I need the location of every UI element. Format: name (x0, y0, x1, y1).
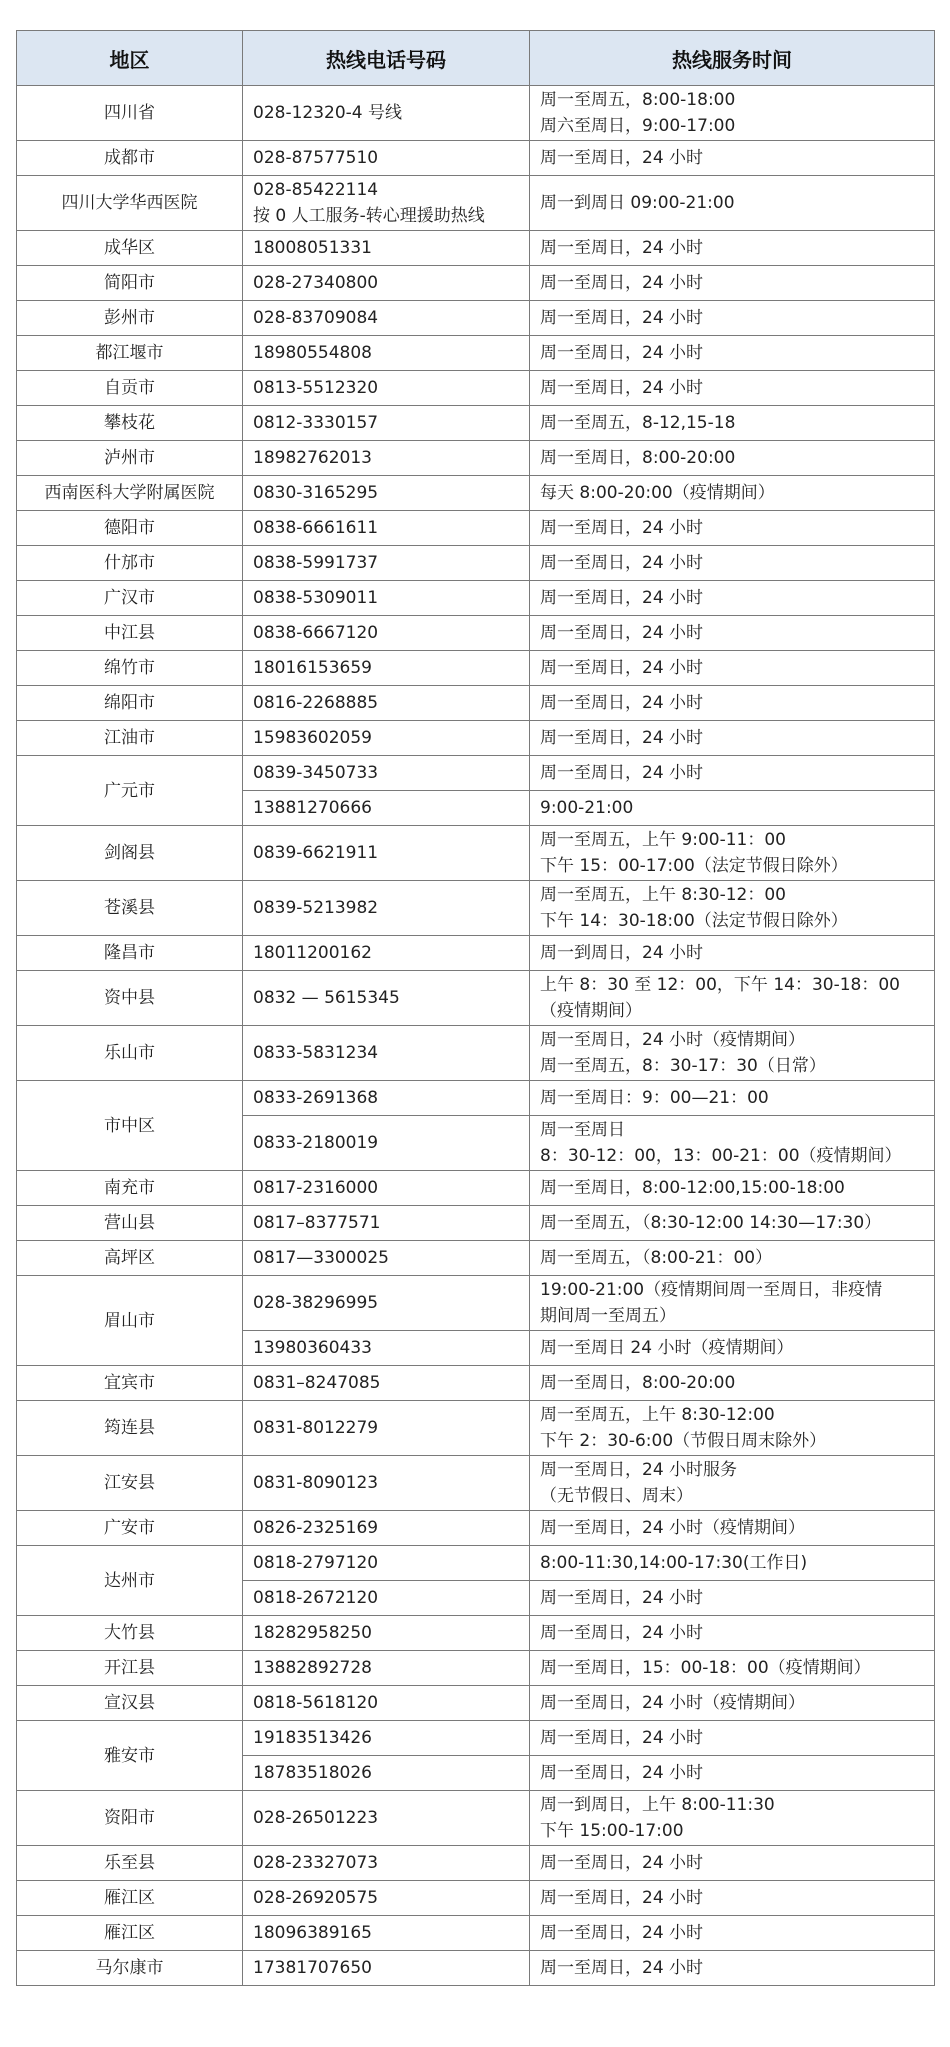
hours-cell (530, 686, 935, 721)
region-cell: 达州市 (17, 1546, 243, 1616)
service-hours-text: 周一至周日，24 小时（疫情期间） (540, 1030, 806, 1050)
hours-cell (530, 1651, 935, 1686)
hours-cell (530, 1171, 935, 1206)
hours-cell (530, 756, 935, 791)
service-hours-text: 周一至周五，8：30-17：30（日常） (540, 1056, 826, 1076)
hours-cell (530, 1116, 935, 1171)
phone-cell (243, 791, 530, 826)
phone-number: 0816-2268885 (253, 693, 379, 713)
phone-number: 028-26920575 (253, 1888, 379, 1908)
phone-cell (243, 936, 530, 971)
region-cell: 四川大学华西医院 (17, 176, 243, 231)
service-hours-text: 周一至周日，24 小时 (540, 1958, 704, 1978)
phone-number: 18282958250 (253, 1623, 372, 1643)
hours-cell (530, 1546, 935, 1581)
phone-number: 18096389165 (253, 1923, 372, 1943)
table-row (17, 1546, 935, 1581)
hours-cell (530, 616, 935, 651)
phone-number: 13881270666 (253, 798, 372, 818)
hours-cell (530, 1916, 935, 1951)
phone-number: 18982762013 (253, 448, 372, 468)
service-hours-text: 下午 15:00-17:00 (540, 1821, 684, 1841)
region-cell: 彭州市 (17, 301, 243, 336)
region-cell: 宣汉县 (17, 1686, 243, 1721)
phone-cell (243, 1581, 530, 1616)
service-hours-text: 9:00-21:00 (540, 798, 634, 818)
hours-cell (530, 881, 935, 936)
header-region: 地区 (17, 31, 243, 86)
phone-number: 0830-3165295 (253, 483, 379, 503)
service-hours-text: 周一至周日，24 小时 (540, 308, 704, 328)
service-hours-text: 周一至周五，上午 8:30-12:00 (540, 1405, 775, 1425)
table-row (17, 176, 935, 231)
region-cell: 都江堰市 (17, 336, 243, 371)
region-cell: 苍溪县 (17, 881, 243, 936)
service-hours-text: 周一至周日：9：00—21：00 (540, 1088, 769, 1108)
phone-cell (243, 301, 530, 336)
region-cell: 自贡市 (17, 371, 243, 406)
phone-cell (243, 511, 530, 546)
service-hours-text: 周一至周日 24 小时（疫情期间） (540, 1338, 794, 1358)
region-cell: 高坪区 (17, 1241, 243, 1276)
hours-cell (530, 1616, 935, 1651)
phone-cell (243, 1171, 530, 1206)
region-cell: 四川省 (17, 86, 243, 141)
service-hours-text: 周六至周日，9:00-17:00 (540, 116, 736, 136)
hours-cell (530, 141, 935, 176)
phone-number: 0812-3330157 (253, 413, 379, 433)
service-hours-text: 周一至周日，24 小时（疫情期间） (540, 1518, 806, 1538)
service-hours-text: 周一至周五，8-12,15-18 (540, 413, 736, 433)
phone-cell (243, 86, 530, 141)
region-cell: 泸州市 (17, 441, 243, 476)
phone-cell (243, 1756, 530, 1791)
region-cell: 雁江区 (17, 1916, 243, 1951)
table-row (17, 1171, 935, 1206)
table-row (17, 371, 935, 406)
service-hours-text: 每天 8:00-20:00（疫情期间） (540, 483, 775, 503)
service-hours-text: 周一至周日，8:00-20:00 (540, 448, 736, 468)
region-cell: 马尔康市 (17, 1951, 243, 1986)
table-row (17, 1026, 935, 1081)
region-cell: 攀枝花 (17, 406, 243, 441)
service-hours-text: 周一至周日，24 小时 (540, 658, 704, 678)
region-cell: 西南医科大学附属医院 (17, 476, 243, 511)
hours-cell (530, 511, 935, 546)
table-row (17, 1276, 935, 1331)
hours-cell (530, 1951, 935, 1986)
phone-number: 18783518026 (253, 1763, 372, 1783)
table-row (17, 231, 935, 266)
hours-cell (530, 581, 935, 616)
hours-cell (530, 546, 935, 581)
table-row (17, 1846, 935, 1881)
phone-number: 按 0 人工服务-转心理援助热线 (253, 206, 485, 226)
phone-cell (243, 1721, 530, 1756)
service-hours-text: 周一至周五，（8:00-21：00） (540, 1248, 773, 1268)
phone-cell (243, 616, 530, 651)
table-row (17, 1721, 935, 1756)
phone-number: 0831-8090123 (253, 1473, 379, 1493)
phone-number: 0817-2316000 (253, 1178, 379, 1198)
region-cell: 简阳市 (17, 266, 243, 301)
phone-number: 0813-5512320 (253, 378, 379, 398)
region-cell: 绵阳市 (17, 686, 243, 721)
table-row (17, 616, 935, 651)
service-hours-text: 周一至周日，8:00-20:00 (540, 1373, 736, 1393)
service-hours-text: 周一至周日，24 小时 (540, 1623, 704, 1643)
region-cell: 雁江区 (17, 1881, 243, 1916)
table-row (17, 441, 935, 476)
table-row (17, 1616, 935, 1651)
phone-cell (243, 1881, 530, 1916)
phone-cell (243, 1331, 530, 1366)
hours-cell (530, 176, 935, 231)
table-row (17, 1916, 935, 1951)
hours-cell (530, 1511, 935, 1546)
table-row (17, 1686, 935, 1721)
hours-cell (530, 1881, 935, 1916)
phone-cell (243, 971, 530, 1026)
phone-number: 0838-5991737 (253, 553, 379, 573)
service-hours-text: 19:00-21:00（疫情期间周一至周日，非疫情 (540, 1280, 883, 1300)
service-hours-text: 周一至周日，24 小时 (540, 728, 704, 748)
header-hours: 热线服务时间 (530, 31, 935, 86)
region-cell: 德阳市 (17, 511, 243, 546)
hours-cell (530, 936, 935, 971)
region-cell: 什邡市 (17, 546, 243, 581)
phone-cell (243, 881, 530, 936)
phone-cell (243, 1791, 530, 1846)
region-cell: 隆昌市 (17, 936, 243, 971)
table-body (17, 86, 935, 1986)
hours-cell (530, 1276, 935, 1331)
phone-number: 0838-5309011 (253, 588, 379, 608)
phone-number: 0818-5618120 (253, 1693, 379, 1713)
phone-number: 0833-2691368 (253, 1088, 379, 1108)
table-row (17, 936, 935, 971)
service-hours-text: 周一至周日，15：00-18：00（疫情期间） (540, 1658, 871, 1678)
phone-number: 028-83709084 (253, 308, 379, 328)
phone-number: 0838-6667120 (253, 623, 379, 643)
hotline-table (16, 30, 935, 1986)
hours-cell (530, 266, 935, 301)
table-row (17, 721, 935, 756)
table-row (17, 266, 935, 301)
service-hours-text: 周一至周日，24 小时 (540, 1728, 704, 1748)
service-hours-text: 周一至周五，（8:30-12:00 14:30—17:30） (540, 1213, 882, 1233)
phone-number: 0833-5831234 (253, 1043, 379, 1063)
phone-number: 0832 — 5615345 (253, 988, 400, 1008)
phone-number: 18011200162 (253, 943, 372, 963)
hours-cell (530, 1206, 935, 1241)
phone-cell (243, 266, 530, 301)
phone-number: 0817—3300025 (253, 1248, 389, 1268)
phone-number: 0818-2672120 (253, 1588, 379, 1608)
service-hours-text: 周一至周日，24 小时 (540, 1923, 704, 1943)
service-hours-text: 周一至周日 (540, 1120, 625, 1140)
phone-number: 028-12320-4 号线 (253, 103, 403, 123)
phone-cell (243, 1651, 530, 1686)
phone-cell (243, 476, 530, 511)
table-row (17, 756, 935, 791)
phone-number: 17381707650 (253, 1958, 372, 1978)
phone-number: 13882892728 (253, 1658, 372, 1678)
service-hours-text: 上午 8：30 至 12：00，下午 14：30-18：00 (540, 975, 900, 995)
phone-cell (243, 1916, 530, 1951)
phone-cell (243, 721, 530, 756)
hours-cell (530, 1846, 935, 1881)
region-cell: 资中县 (17, 971, 243, 1026)
service-hours-text: 周一至周五，上午 9:00-11：00 (540, 830, 786, 850)
table-row (17, 141, 935, 176)
phone-number: 18016153659 (253, 658, 372, 678)
phone-number: 0839-3450733 (253, 763, 379, 783)
phone-cell (243, 441, 530, 476)
service-hours-text: 周一至周日，24 小时 (540, 343, 704, 363)
hours-cell (530, 1721, 935, 1756)
service-hours-text: 周一至周五，上午 8:30-12：00 (540, 885, 786, 905)
table-row (17, 1401, 935, 1456)
service-hours-text: 8：30-12：00，13：00-21：00（疫情期间） (540, 1146, 902, 1166)
table-row (17, 1951, 935, 1986)
table-row (17, 881, 935, 936)
hours-cell (530, 1081, 935, 1116)
phone-cell (243, 1616, 530, 1651)
service-hours-text: 周一到周日，上午 8:00-11:30 (540, 1795, 775, 1815)
phone-cell (243, 1511, 530, 1546)
phone-cell (243, 686, 530, 721)
service-hours-text: 周一至周日，24 小时 (540, 1588, 704, 1608)
region-cell: 市中区 (17, 1081, 243, 1171)
phone-number: 0838-6661611 (253, 518, 379, 538)
table-row (17, 1791, 935, 1846)
table-row (17, 476, 935, 511)
hours-cell (530, 441, 935, 476)
service-hours-text: 周一至周日，24 小时 (540, 273, 704, 293)
service-hours-text: 周一至周日，24 小时（疫情期间） (540, 1693, 806, 1713)
hours-cell (530, 1331, 935, 1366)
table-row (17, 546, 935, 581)
phone-number: 0826-2325169 (253, 1518, 379, 1538)
phone-cell (243, 336, 530, 371)
hotline-table-container (16, 30, 934, 1986)
phone-cell (243, 756, 530, 791)
table-row (17, 1881, 935, 1916)
phone-cell (243, 1951, 530, 1986)
region-cell: 江油市 (17, 721, 243, 756)
service-hours-text: 周一至周日，24 小时 (540, 148, 704, 168)
region-cell: 乐至县 (17, 1846, 243, 1881)
service-hours-text: 周一至周日，24 小时 (540, 238, 704, 258)
region-cell: 大竹县 (17, 1616, 243, 1651)
service-hours-text: 周一到周日，24 小时 (540, 943, 704, 963)
phone-cell (243, 1081, 530, 1116)
phone-cell (243, 1686, 530, 1721)
service-hours-text: 周一至周日，24 小时服务 (540, 1460, 738, 1480)
phone-cell (243, 581, 530, 616)
service-hours-text: 周一至周日，8:00-12:00,15:00-18:00 (540, 1178, 845, 1198)
region-cell: 广汉市 (17, 581, 243, 616)
phone-number: 18008051331 (253, 238, 372, 258)
hours-cell (530, 336, 935, 371)
service-hours-text: 周一至周日，24 小时 (540, 588, 704, 608)
region-cell: 雅安市 (17, 1721, 243, 1791)
phone-cell (243, 1241, 530, 1276)
region-cell: 资阳市 (17, 1791, 243, 1846)
service-hours-text: 周一至周日，24 小时 (540, 1888, 704, 1908)
region-cell: 中江县 (17, 616, 243, 651)
table-row (17, 301, 935, 336)
service-hours-text: 周一至周日，24 小时 (540, 378, 704, 398)
phone-cell (243, 371, 530, 406)
region-cell: 广安市 (17, 1511, 243, 1546)
phone-cell (243, 1546, 530, 1581)
phone-cell (243, 546, 530, 581)
phone-number: 0833-2180019 (253, 1133, 379, 1153)
phone-number: 0831–8247085 (253, 1373, 381, 1393)
region-cell: 营山县 (17, 1206, 243, 1241)
table-row (17, 826, 935, 881)
phone-cell (243, 141, 530, 176)
hours-cell (530, 301, 935, 336)
table-row (17, 406, 935, 441)
hours-cell (530, 1366, 935, 1401)
phone-number: 028-26501223 (253, 1808, 379, 1828)
table-row (17, 686, 935, 721)
service-hours-text: 周一至周五，8:00-18:00 (540, 90, 736, 110)
table-row (17, 511, 935, 546)
service-hours-text: 下午 14：30-18:00（法定节假日除外） (540, 911, 848, 931)
region-cell: 宜宾市 (17, 1366, 243, 1401)
service-hours-text: （无节假日、周末） (540, 1486, 693, 1506)
table-row (17, 651, 935, 686)
phone-number: 13980360433 (253, 1338, 372, 1358)
region-cell: 江安县 (17, 1456, 243, 1511)
phone-number: 0839-6621911 (253, 843, 379, 863)
hours-cell (530, 1241, 935, 1276)
table-row (17, 1206, 935, 1241)
region-cell: 眉山市 (17, 1276, 243, 1366)
hours-cell (530, 826, 935, 881)
phone-cell (243, 1366, 530, 1401)
service-hours-text: 周一至周日，24 小时 (540, 553, 704, 573)
phone-number: 028-27340800 (253, 273, 379, 293)
phone-number: 028-87577510 (253, 148, 379, 168)
phone-number: 0817–8377571 (253, 1213, 381, 1233)
service-hours-text: 周一至周日，24 小时 (540, 1763, 704, 1783)
phone-number: 028-23327073 (253, 1853, 379, 1873)
hours-cell (530, 1026, 935, 1081)
table-row (17, 1651, 935, 1686)
phone-cell (243, 176, 530, 231)
phone-cell (243, 1206, 530, 1241)
header-row (17, 31, 935, 86)
hours-cell (530, 651, 935, 686)
table-row (17, 336, 935, 371)
phone-number: 028-85422114 (253, 180, 379, 200)
hours-cell (530, 86, 935, 141)
phone-number: 0839-5213982 (253, 898, 379, 918)
region-cell: 开江县 (17, 1651, 243, 1686)
phone-number: 19183513426 (253, 1728, 372, 1748)
table-row (17, 1081, 935, 1116)
phone-number: 0818-2797120 (253, 1553, 379, 1573)
hours-cell (530, 1791, 935, 1846)
region-cell: 绵竹市 (17, 651, 243, 686)
phone-cell (243, 1456, 530, 1511)
phone-number: 15983602059 (253, 728, 372, 748)
service-hours-text: 周一至周日，24 小时 (540, 518, 704, 538)
hours-cell (530, 791, 935, 826)
region-cell: 成都市 (17, 141, 243, 176)
table-row (17, 1241, 935, 1276)
phone-cell (243, 651, 530, 686)
region-cell: 南充市 (17, 1171, 243, 1206)
phone-cell (243, 1116, 530, 1171)
table-row (17, 1511, 935, 1546)
service-hours-text: 下午 2：30-6:00（节假日周末除外） (540, 1431, 827, 1451)
phone-number: 18980554808 (253, 343, 372, 363)
phone-cell (243, 1026, 530, 1081)
hours-cell (530, 476, 935, 511)
service-hours-text: （疫情期间） (540, 1001, 642, 1021)
region-cell: 广元市 (17, 756, 243, 826)
phone-number: 0831-8012279 (253, 1418, 379, 1438)
phone-cell (243, 406, 530, 441)
hours-cell (530, 1401, 935, 1456)
service-hours-text: 周一到周日 09:00-21:00 (540, 193, 735, 213)
service-hours-text: 周一至周日，24 小时 (540, 693, 704, 713)
region-cell: 筠连县 (17, 1401, 243, 1456)
phone-cell (243, 1401, 530, 1456)
phone-cell (243, 1846, 530, 1881)
phone-cell (243, 826, 530, 881)
hours-cell (530, 1456, 935, 1511)
service-hours-text: 周一至周日，24 小时 (540, 1853, 704, 1873)
hours-cell (530, 371, 935, 406)
region-cell: 乐山市 (17, 1026, 243, 1081)
table-row (17, 1366, 935, 1401)
phone-cell (243, 1276, 530, 1331)
region-cell: 剑阁县 (17, 826, 243, 881)
table-row (17, 86, 935, 141)
table-row (17, 971, 935, 1026)
phone-number: 028-38296995 (253, 1293, 379, 1313)
table-row (17, 1456, 935, 1511)
table-row (17, 581, 935, 616)
hours-cell (530, 231, 935, 266)
hours-cell (530, 1756, 935, 1791)
hours-cell (530, 406, 935, 441)
service-hours-text: 下午 15：00-17:00（法定节假日除外） (540, 856, 848, 876)
service-hours-text: 8:00-11:30,14:00-17:30(工作日) (540, 1553, 808, 1573)
phone-cell (243, 231, 530, 266)
service-hours-text: 周一至周日，24 小时 (540, 623, 704, 643)
hours-cell (530, 971, 935, 1026)
header-phone: 热线电话号码 (243, 31, 530, 86)
service-hours-text: 周一至周日，24 小时 (540, 763, 704, 783)
service-hours-text: 期间周一至周五） (540, 1306, 676, 1326)
hours-cell (530, 721, 935, 756)
hours-cell (530, 1686, 935, 1721)
hours-cell (530, 1581, 935, 1616)
region-cell: 成华区 (17, 231, 243, 266)
